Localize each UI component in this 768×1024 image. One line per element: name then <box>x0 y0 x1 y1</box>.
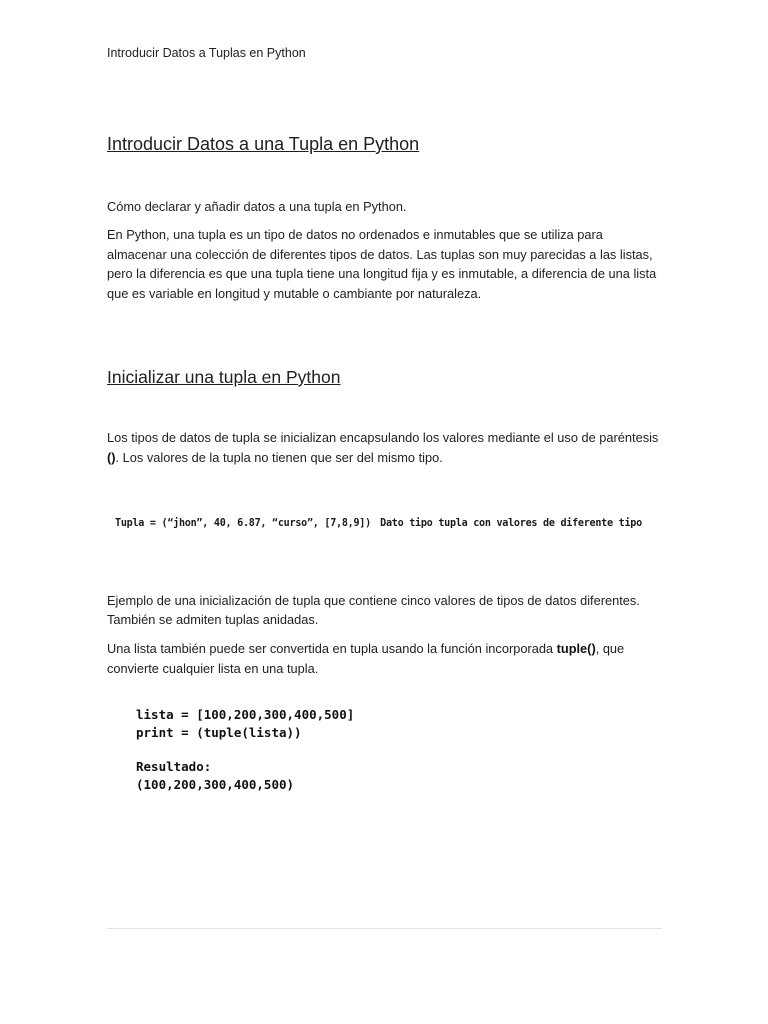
tuple-code-example <box>115 516 642 529</box>
parentheses-bold: () <box>107 449 116 465</box>
list-text-start: Una lista también puede ser convertida en tupla usando la función incorporada <box>107 641 557 656</box>
code-line-result-label: Resultado: <box>136 759 212 774</box>
definition-paragraph: En Python, una tupla es un tipo de datos no ordenados e inmutables que se utiliza para almacenar una colección de diferentes tipos de datos. Las tuplas son muy parecidas a las listas, pero la diferencia es que una tupla tiene una longitud fija y es inmutable, a diferencia de una lista que es variable en longitud y mutable o cambiante por naturaleza. <box>107 227 657 301</box>
init-text-end: . Los valores de la tupla no tienen que ser del mismo tipo. <box>115 449 443 465</box>
tuple-code-comment: Dato tipo tupla con valores de diferente tipo <box>380 516 642 529</box>
init-paragraph <box>107 428 663 467</box>
list-text-end: , que convierte cualquier lista en una tupla. <box>107 641 625 676</box>
code-block <box>136 706 354 793</box>
code-gap <box>136 741 354 758</box>
intro-paragraph: Cómo declarar y añadir datos a una tupla en Python. <box>107 199 407 214</box>
running-header: Introducir Datos a Tuplas en Python <box>107 46 306 60</box>
example-paragraph: Ejemplo de una inicialización de tupla que contiene cinco valores de tipos de datos diferentes. También se admiten tuplas anidadas. <box>107 593 640 627</box>
footer-divider <box>107 928 662 929</box>
page-title: Introducir Datos a una Tupla en Python <box>107 134 420 154</box>
code-line-result-value: (100,200,300,400,500) <box>136 776 295 792</box>
code-line-print: print = (tuple(lista)) <box>136 724 302 740</box>
tuple-code: Tupla = (“jhon”, 40, 6.87, “curso”, [7,8,9]) <box>115 516 371 529</box>
section-title-initialize: Inicializar una tupla en Python <box>107 367 341 387</box>
tuple-function-bold: tuple() <box>556 641 596 656</box>
code-line-lista: lista = [100,200,300,400,500] <box>136 707 355 722</box>
list-conversion-paragraph <box>107 639 663 678</box>
init-text-start: Los tipos de datos de tupla se inicializan encapsulando los valores mediante el uso de paréntesis <box>107 430 659 445</box>
